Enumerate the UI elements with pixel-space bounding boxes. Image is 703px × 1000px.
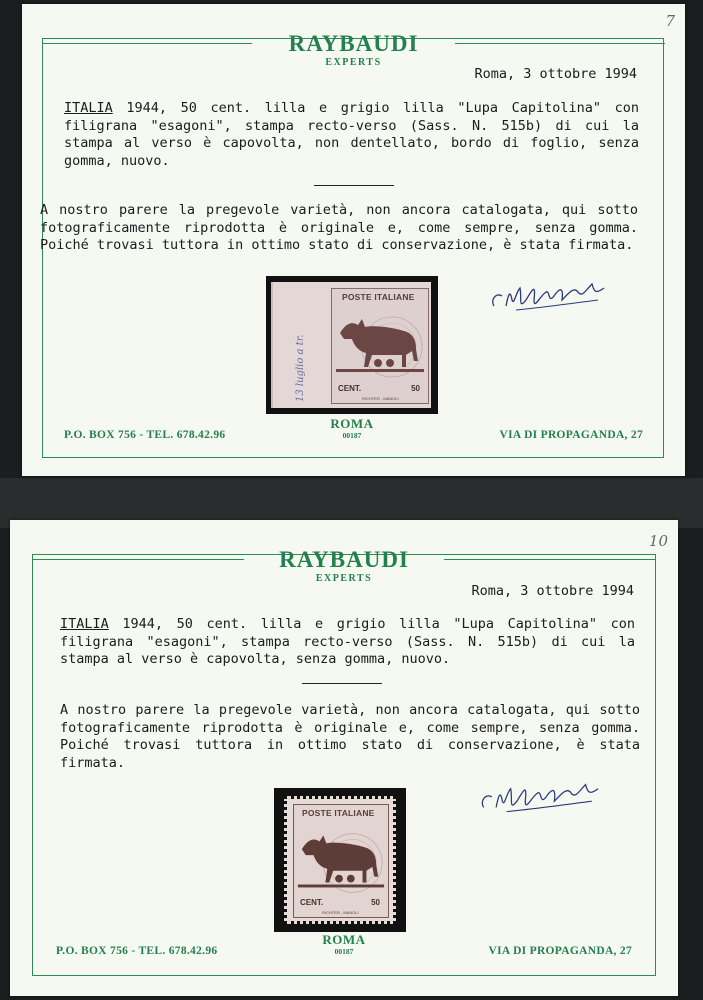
she-wolf-figure	[294, 821, 388, 901]
certificate-2	[10, 520, 678, 996]
footer-po-box: P.O. BOX 756 - TEL. 678.42.96	[64, 429, 226, 441]
brand-name: RAYBAUDI	[288, 31, 419, 56]
expert-signature	[488, 270, 618, 320]
separator	[302, 683, 382, 684]
stamp-design: POSTE ITALIANE CENT. 50 RICHTER - MANOLI	[293, 804, 389, 918]
brand-subtitle: EXPERTS	[325, 57, 382, 68]
expert-opinion: A nostro parere la pregevole varietà, non ancora catalogata, qui sotto fotograficamente riprodotta è originale e, come sempre, senza gomma. Poiché trovasi tuttora in ottimo stato di conservazione, è stata firmata.	[40, 202, 638, 253]
stamp-image	[271, 282, 431, 408]
footer-address: VIA DI PROPAGANDA, 27	[499, 429, 643, 441]
corner-number: 10	[648, 532, 668, 550]
stamp-engraver: RICHTER - MANOLI	[362, 396, 399, 401]
description-text: 1944, 50 cent. lilla e grigio lilla "Lupa Capitolina" con filigrana "esagoni", stampa recto-verso (Sass. N. 515b) di cui la stampa al verso è capovolta, senza gomma, nuovo.	[60, 616, 635, 667]
stamp-design: POSTE ITALIANE CENT. 50 RICHTER - MANOLI	[331, 288, 429, 404]
svg-text:13 luglio a tr.: 13 luglio a tr.	[295, 334, 306, 402]
country-label: ITALIA	[64, 100, 113, 116]
country-label: ITALIA	[60, 616, 109, 632]
footer-city: ROMA 00187	[330, 416, 374, 440]
stamp-currency: CENT.	[300, 898, 324, 907]
expert-opinion: A nostro parere la pregevole varietà, non ancora catalogata, qui sotto fotograficamente riprodotta è originale e, come sempre, senza gomma. Poiché trovasi tuttora in ottimo stato di conservazione, è stata firmata.	[60, 702, 640, 771]
stamp-photo-mount	[266, 276, 438, 414]
certificate-date: Roma, 3 ottobre 1994	[471, 583, 634, 599]
stamp-photo-mount	[274, 788, 406, 932]
stamp-description	[60, 616, 635, 669]
description-text: 1944, 50 cent. lilla e grigio lilla "Lupa Capitolina" con filigrana "esagoni", stampa recto-verso (Sass. N. 515b) di cui la stampa al verso è capovolta, non dentellato, bordo di foglio, senza gomma, nuovo.	[64, 100, 639, 169]
stamp-value: 50	[371, 898, 380, 907]
letterhead	[22, 32, 685, 68]
brand-name: RAYBAUDI	[279, 547, 409, 572]
border-handwriting	[281, 286, 321, 406]
corner-number: 7	[665, 12, 675, 30]
footer-address: VIA DI PROPAGANDA, 27	[488, 945, 632, 957]
stamp-value: 50	[411, 384, 420, 393]
footer-po-box: P.O. BOX 756 - TEL. 678.42.96	[56, 945, 218, 957]
expert-signature	[470, 770, 620, 822]
separator	[314, 185, 394, 186]
footer-city: ROMA 00187	[322, 932, 366, 956]
stamp-engraver: RICHTER - MANOLI	[322, 910, 359, 915]
certificate-date: Roma, 3 ottobre 1994	[474, 66, 637, 82]
letterhead	[10, 548, 678, 584]
stamp-description	[64, 100, 639, 170]
brand-subtitle: EXPERTS	[315, 573, 373, 584]
certificate-1	[22, 4, 685, 476]
stamp-currency: CENT.	[338, 384, 362, 393]
stamp-image	[284, 796, 396, 924]
she-wolf-figure	[332, 305, 428, 385]
